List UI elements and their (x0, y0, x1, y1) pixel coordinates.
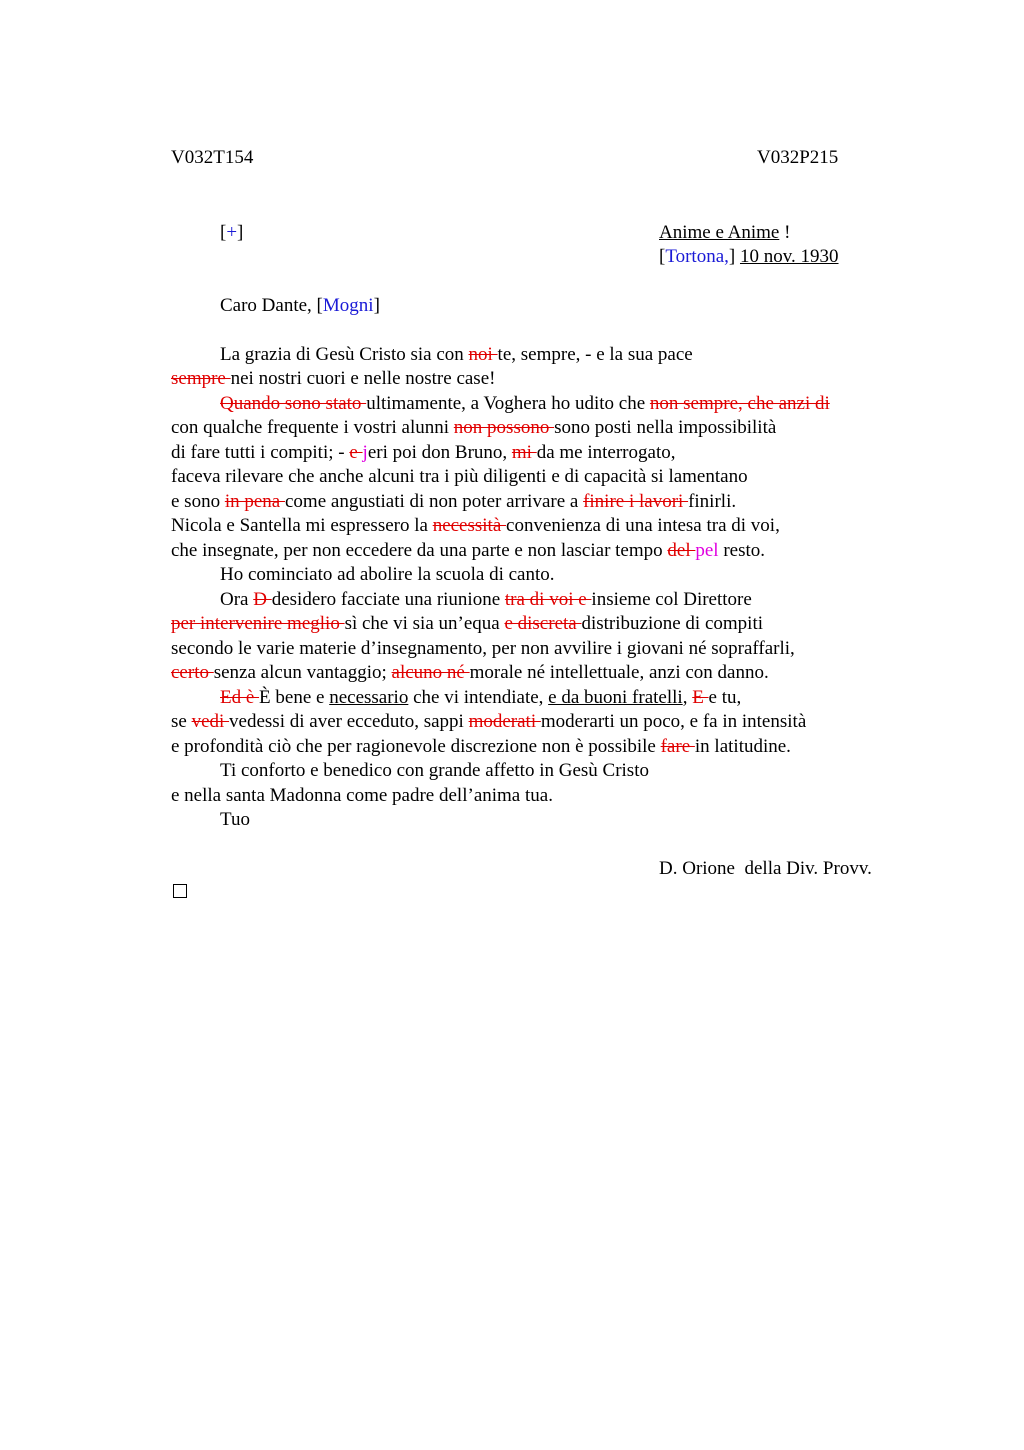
body-line: Ora D desidero facciate una riunione tra di voi e insieme col Direttore (220, 589, 752, 610)
body-line: sempre nei nostri cuori e nelle nostre case! (171, 368, 496, 389)
body-line: La grazia di Gesù Cristo sia con noi te, sempre, - e la sua pace (220, 344, 693, 365)
body-line: con qualche frequente i vostri alunni non possono sono posti nella impossibilità (171, 417, 777, 438)
document-code-right: V032P215 (757, 147, 839, 168)
body-line: Quando sono stato ultimamente, a Voghera ho udito che non sempre, che anzi di (220, 393, 830, 414)
body-line: secondo le varie materie d’insegnamento, per non avvilire i giovani né sopraffarli, (171, 638, 795, 659)
body-line: Ho cominciato ad abolire la scuola di canto. (220, 564, 555, 585)
document-code-left: V032T154 (171, 147, 254, 168)
body-line: e sono in pena come angustiati di non poter arrivare a finire i lavori finirli. (171, 491, 737, 512)
body-line: Ti conforto e benedico con grande affetto in Gesù Cristo (220, 760, 649, 781)
place-date: [Tortona,] 10 nov. 1930 (659, 246, 839, 267)
body-line: certo senza alcun vantaggio; alcuno né morale né intellettuale, anzi con danno. (171, 662, 769, 683)
body-line: di fare tutti i compiti; - e jeri poi don Bruno, mi da me interrogato, (171, 442, 676, 463)
body-line: faceva rilevare che anche alcuni tra i più diligenti e di capacità si lamentano (171, 466, 748, 487)
body-line: per intervenire meglio sì che vi sia un’equa e discreta distribuzione di compiti (171, 613, 763, 634)
body-line: e nella santa Madonna come padre dell’anima tua. (171, 785, 553, 806)
body-line: Nicola e Santella mi espressero la necessità convenienza di una intesa tra di voi, (171, 515, 780, 536)
signature: D. Orione della Div. Provv. (659, 858, 872, 879)
letter-title: Anime e Anime ! (659, 222, 791, 243)
body-line: e profondità ciò che per ragionevole discrezione non è possibile fare in latitudine. (171, 736, 791, 757)
salutation: Caro Dante, [Mogni] (220, 295, 380, 316)
checkbox-square-icon (173, 884, 187, 898)
body-line: che insegnate, per non eccedere da una parte e non lasciar tempo del pel resto. (171, 540, 766, 561)
cross-marker: [+] (220, 222, 244, 243)
body-line: se vedi vedessi di aver ecceduto, sappi moderati moderarti un poco, e fa in intensità (171, 711, 807, 732)
body-line: Ed è È bene e necessario che vi intendiate, e da buoni fratelli, E e tu, (220, 687, 742, 708)
body-line: Tuo (220, 809, 250, 830)
